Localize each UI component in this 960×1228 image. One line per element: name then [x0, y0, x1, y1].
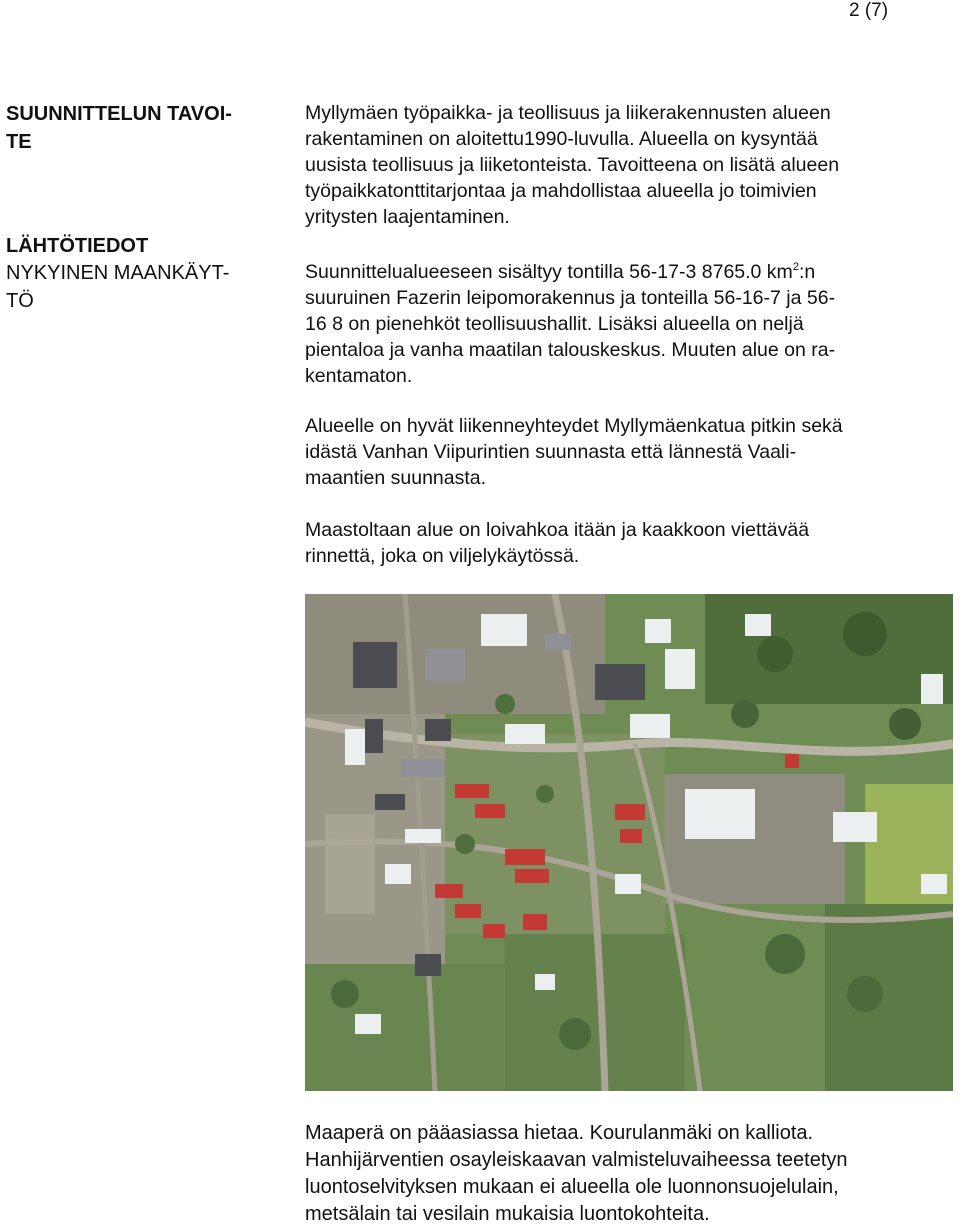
goal-heading-line: TE	[6, 131, 32, 153]
current-use-heading-line: TÖ	[6, 290, 34, 312]
text-run: :n	[798, 261, 816, 283]
paragraph-line: rinnettä, joka on viljelykäytössä.	[305, 545, 580, 567]
paragraph-line: Alueelle on hyvät liikenneyhteydet Myllymäenkatua pitkin sekä	[305, 415, 843, 437]
aerial-photo-icon	[305, 594, 953, 1091]
paragraph-line: luontoselvityksen mukaan ei alueella ole luonnonsuojelulain,	[305, 1176, 839, 1198]
current-use-paragraph	[305, 259, 945, 389]
paragraph-line: yritysten laajentaminen.	[305, 206, 510, 228]
goal-paragraph	[305, 100, 945, 230]
current-use-heading	[6, 259, 229, 315]
paragraph-line: Maastoltaan alue on loivahkoa itään ja kaakkoon viettävää	[305, 519, 810, 541]
traffic-paragraph	[305, 413, 945, 491]
paragraph-line: pientaloa ja vanha maatilan talouskeskus. Muuten alue on ra-	[305, 339, 836, 361]
goal-heading	[6, 100, 232, 156]
goal-heading-line: SUUNNITTELUN TAVOI-	[6, 103, 232, 125]
paragraph-line	[305, 259, 945, 285]
paragraph-line: maantien suunnasta.	[305, 467, 487, 489]
soil-paragraph	[305, 1120, 848, 1228]
paragraph-line: metsälain tai vesilain mukaisia luontokohteita.	[305, 1203, 710, 1225]
superscript: 2	[792, 261, 799, 273]
paragraph-line: työpaikkatonttitarjontaa ja mahdollistaa alueella jo toimivien	[305, 180, 817, 202]
paragraph-line: Hanhijärventien osayleiskaavan valmisteluvaiheessa teetetyn	[305, 1149, 848, 1171]
paragraph-line: Maaperä on pääasiassa hietaa. Kourulanmäki on kalliota.	[305, 1122, 814, 1144]
text-run: Suunnittelualueeseen sisältyy tontilla 56-17-3 8765.0 km	[305, 261, 793, 283]
paragraph-line: Myllymäen työpaikka- ja teollisuus ja liikerakennusten alueen	[305, 102, 831, 124]
paragraph-line: idästä Vanhan Viipurintien suunnasta että lännestä Vaali-	[305, 441, 797, 463]
page-number: 2 (7)	[849, 0, 889, 21]
aerial-photo	[305, 594, 953, 1091]
current-use-heading-line: NYKYINEN MAANKÄYT-	[6, 262, 230, 284]
paragraph-line: suuruinen Fazerin leipomorakennus ja tonteilla 56-16-7 ja 56-	[305, 287, 836, 309]
paragraph-line: uusista teollisuus ja liiketonteista. Tavoitteena on lisätä alueen	[305, 154, 840, 176]
paragraph-line: 16 8 on pienehköt teollisuushallit. Lisäksi alueella on neljä	[305, 313, 804, 335]
baseline-heading: LÄHTÖTIEDOT	[6, 235, 149, 257]
paragraph-line: rakentaminen on aloitettu1990-luvulla. Alueella on kysyntää	[305, 128, 818, 150]
paragraph-line: kentamaton.	[305, 365, 413, 387]
terrain-paragraph	[305, 517, 945, 569]
